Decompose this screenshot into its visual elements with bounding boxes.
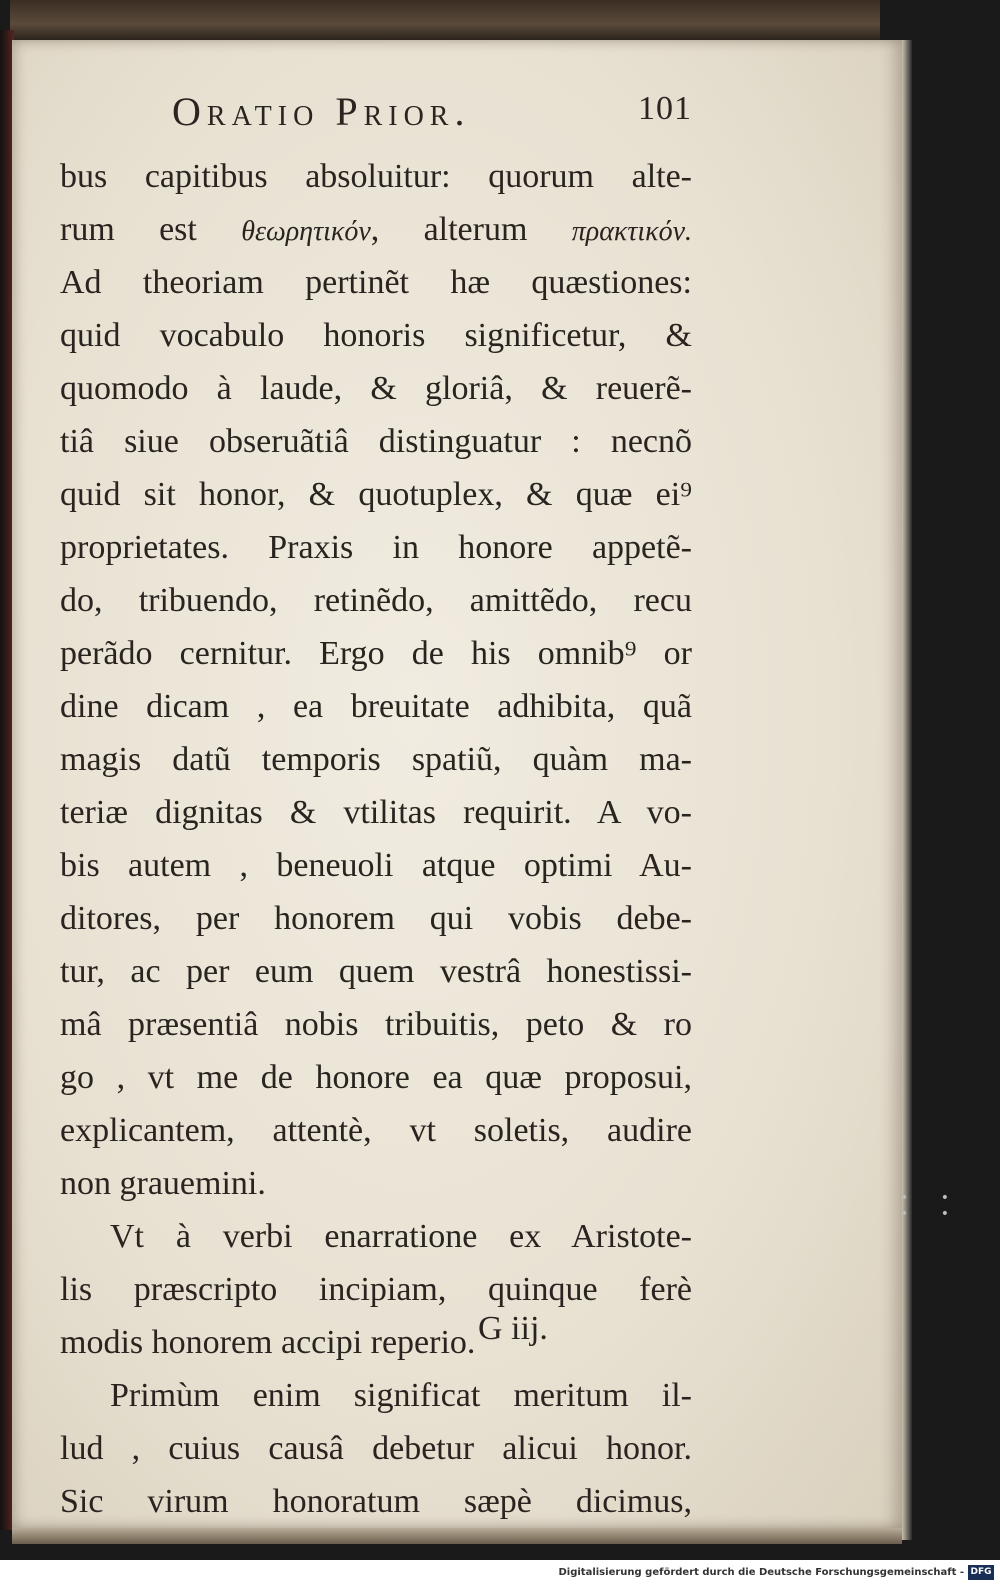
text-line: Ad theoriam pertinẽt hæ quæstiones: <box>60 264 692 301</box>
text-line: proprietates. Praxis in honore appetẽ- <box>60 529 692 566</box>
text-fragment: , alterum <box>370 211 528 248</box>
text-line: ditores, per honorem qui vobis debe- <box>60 900 692 937</box>
page-number: 101 <box>638 90 692 127</box>
text-line: perãdo cernitur. Ergo de his omnib⁹ or <box>60 635 692 672</box>
text-fragment: rum est <box>60 211 197 248</box>
book-top-edge <box>10 0 880 40</box>
text-line: teriæ dignitas & vtilitas requirit. A vo- <box>60 794 692 831</box>
text-line: magis datũ temporis spatiũ, quàm ma- <box>60 741 692 778</box>
page-right-edge <box>902 40 912 1540</box>
scan-dots-decoration: • • • • <box>900 1190 963 1222</box>
text-line: explicantem, attentè, vt soletis, audire <box>60 1112 692 1149</box>
signature-mark: G iij. <box>478 1310 548 1347</box>
text-line: tur, ac per eum quem vestrâ honestissi- <box>60 953 692 990</box>
page-header <box>172 88 692 138</box>
text-line: lis præscripto incipiam, quinque ferè <box>60 1271 692 1308</box>
greek-term-theoretical: θεωρητικόν <box>241 216 371 247</box>
text-line-with-greek <box>60 203 692 256</box>
text-line: lud , cuius causâ debetur alicui honor. <box>60 1430 692 1467</box>
text-line: quid sit honor, & quotuplex, & quæ ei⁹ <box>60 476 692 513</box>
text-line: quid vocabulo honoris significetur, & <box>60 317 692 354</box>
running-title: Oratio Prior. <box>172 89 471 134</box>
text-line: mâ præsentiâ nobis tribuitis, peto & ro <box>60 1006 692 1043</box>
text-line: tiâ siue obseruãtiâ distinguatur : necnõ <box>60 423 692 460</box>
text-line: non grauemini. <box>60 1165 266 1202</box>
text-line: do, tribuendo, retinẽdo, amittẽdo, recu <box>60 582 692 619</box>
text-line: modis honorem accipi reperio. <box>60 1324 476 1361</box>
footer-credit: Digitalisierung gefördert durch die Deutsche Forschungsgemeinschaft - <box>558 1567 964 1578</box>
text-line: dine dicam , ea breuitate adhibita, quã <box>60 688 692 725</box>
text-line: go , vt me de honore ea quæ proposui, <box>60 1059 692 1096</box>
text-line-paragraph-start: Primùm enim significat meritum il- <box>110 1377 692 1414</box>
greek-term-practical: πρακτικόν. <box>571 216 693 247</box>
text-line: Sic virum honoratum sæpè dicimus, <box>60 1483 692 1520</box>
text-line: bus capitibus absoluitur: quorum alte- <box>60 158 692 195</box>
text-line-paragraph-start: Vt à verbi enarratione ex Aristote- <box>110 1218 692 1255</box>
text-line: bis autem , beneuoli atque optimi Au- <box>60 847 692 884</box>
text-line: quomodo à laude, & gloriâ, & reuerẽ- <box>60 370 692 407</box>
page-bottom-edge <box>12 1528 902 1544</box>
dfg-logo: DFG <box>968 1565 994 1580</box>
